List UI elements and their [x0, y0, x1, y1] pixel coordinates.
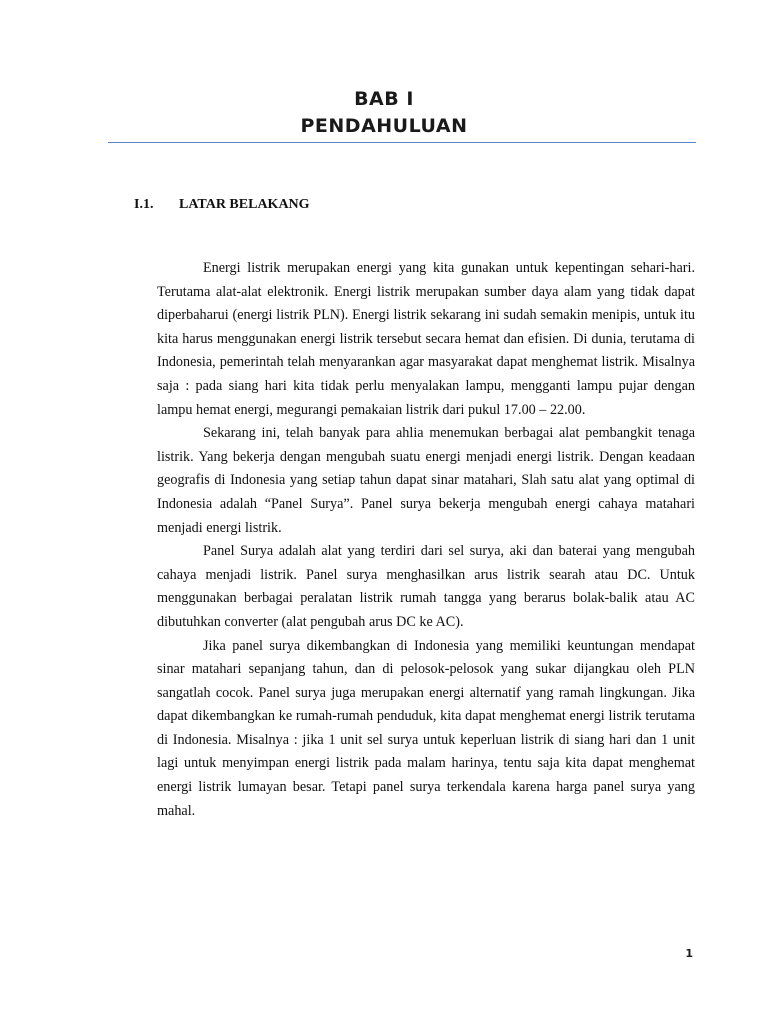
- title-divider: [108, 142, 696, 143]
- paragraph: Panel Surya adalah alat yang terdiri dari sel surya, aki dan baterai yang mengubah cahaya menjadi listrik. Panel surya menghasilkan arus listrik searah atau DC. Untuk menggunakan berbagai peralatan listrik rumah tangga yang berarus bolak-balik atau AC dibutuhkan converter (alat pengubah arus DC ke AC).: [157, 543, 695, 630]
- section-number: I.1.: [134, 197, 154, 212]
- section-title: LATAR BELAKANG: [179, 197, 310, 212]
- body-text: [157, 257, 695, 823]
- paragraph: Jika panel surya dikembangkan di Indonesia yang memiliki keuntungan mendapat sinar matahari sepanjang tahun, dan di pelosok-pelosok yang sukar dijangkau oleh PLN sangatlah cocok. Panel surya juga merupakan energi alternatif yang ramah lingkungan. Jika dapat dikembangkan ke rumah-rumah penduduk, kita dapat menghemat energi listrik terutama di Indonesia. Misalnya : jika 1 unit sel surya untuk keperluan listrik di siang hari dan 1 unit lagi untuk menyimpan energi listrik pada malam harinya, tentu saja kita dapat menghemat energi listrik lumayan besar. Tetapi panel surya terkendala karena harga panel surya yang mahal.: [157, 637, 695, 819]
- chapter-title: PENDAHULUAN: [300, 115, 468, 137]
- chapter-number: BAB I: [354, 88, 414, 110]
- section-heading: [134, 197, 310, 213]
- page-number: 1: [685, 947, 693, 960]
- paragraph: Sekarang ini, telah banyak para ahlia menemukan berbagai alat pembangkit tenaga listrik. Yang bekerja dengan mengubah suatu energi menjadi energi listrik. Dengan keadaan geografis di Indonesia yang setiap tahun dapat sinar matahari, Slah satu alat yang optimal di Indonesia adalah “Panel Surya”. Panel surya bekerja mengubah energi cahaya matahari menjadi energi listrik.: [157, 425, 695, 536]
- paragraph: Energi listrik merupakan energi yang kita gunakan untuk kepentingan sehari-hari. Terutama alat-alat elektronik. Energi listrik merupakan sumber daya alam yang tidak dapat diperbaharui (energi listrik PLN). Energi listrik sekarang ini sudah semakin menipis, untuk itu kita harus menggunakan energi listrik tersebut secara hemat dan efisien. Di dunia, terutama di Indonesia, pemerintah telah menyarankan agar masyarakat dapat menghemat listrik. Misalnya saja : pada siang hari kita tidak perlu menyalakan lampu, mengganti lampu pujar dengan lampu hemat energi, megurangi pemakaian listrik dari pukul 17.00 – 22.00.: [157, 260, 695, 418]
